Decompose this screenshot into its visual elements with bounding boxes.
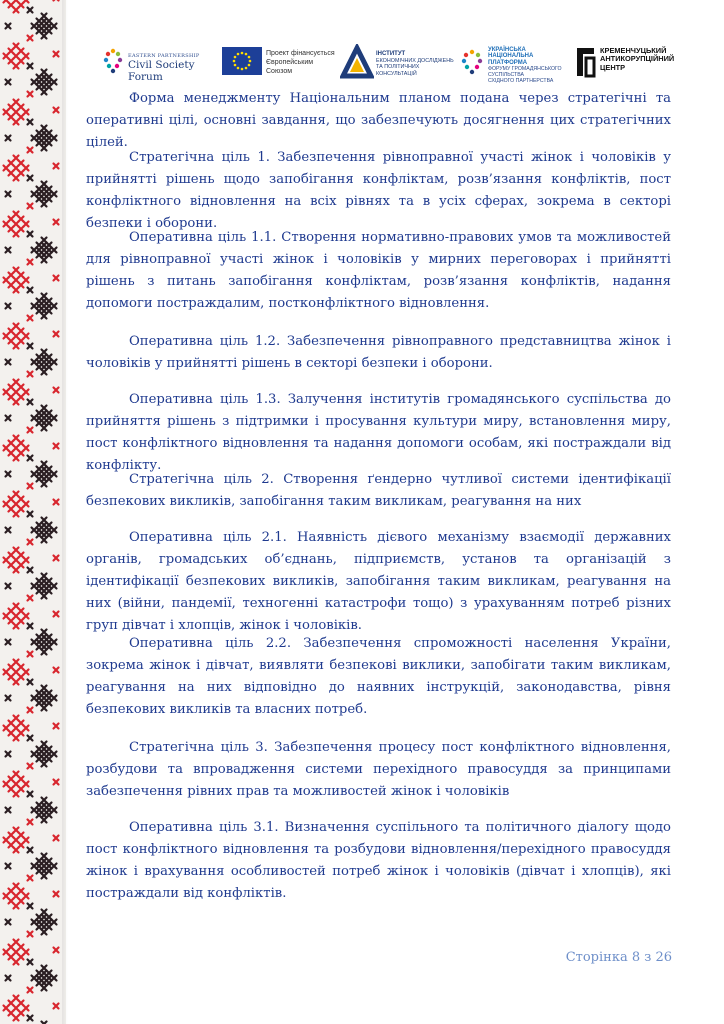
paragraph-operational-goal-1-3: Оперативна ціль 1.3. Залучення інститутів громадянського суспільства до прийняття рішень з підтримки і просування культури миру, встановлення миру, пост конфліктного відновлення та надання допомоги особам, які постраждали від конфлікту.	[86, 392, 671, 473]
anticorruption-center-logo	[574, 44, 675, 80]
institute-triangle-icon	[340, 44, 374, 80]
eu-logo	[222, 44, 335, 80]
center-text-line3: ЦЕНТР	[600, 62, 626, 72]
platform-text-line1: УКРАЇНСЬКА	[488, 47, 526, 53]
paragraph-operational-goal-1-2: Оперативна ціль 1.2. Забезпечення рівноправного представництва жінок і чоловіків у прийнятті рішень в секторі безпеки і оборони.	[86, 334, 671, 371]
paragraph-operational-goal-3-1: Оперативна ціль 3.1. Визначення суспільного та політичного діалогу щодо пост конфліктного відновлення та розбудови відновлення/перехідного правосуддя жінок і врахування особливостей потреб жінок і чоловіків (дівчат і хлопців), які постраждали від конфліктів.	[86, 820, 671, 901]
page-number: Сторінка 8 з 26	[565, 950, 672, 965]
eu-text-line1: Проект фінансується	[266, 50, 335, 57]
embroidery-pattern	[0, 0, 66, 1024]
institute-text-line3: ТА ПОЛІТИЧНИХ КОНСУЛЬТАЦІЙ	[376, 64, 420, 77]
center-text-line1: КРЕМЕНЧУЦЬКИЙ	[600, 46, 667, 55]
eu-flag-icon	[222, 47, 262, 75]
anticorruption-text	[600, 46, 675, 72]
paragraph-strategic-goal-3: Стратегічна ціль 3. Забезпечення процесу пост конфліктного відновлення, розбудови та впровадження системи перехідного правосуддя за принципами забезпечення рівних прав та можливостей жінок і чоловіків	[86, 740, 671, 799]
national-platform-icon	[458, 44, 486, 80]
national-platform-logo	[458, 44, 563, 85]
institute-text-line1: ІНСТИТУТ	[376, 51, 406, 57]
border-shadow	[62, 0, 68, 1024]
paragraph-intro: Форма менеджменту Національним планом подана через стратегічні та оперативні цілі, основні завдання, що забезпечують досягнення цих стратегічних цілей.	[86, 91, 671, 150]
paragraph-operational-goal-2-1: Оперативна ціль 2.1. Наявність дієвого механізму взаємодії державних органів, громадських об’єднань, підприємств, установ та організацій з ідентифікації безпекових викликів, запобігання таким викликам, реагування на них (війни, пандемії, техногенні катастрофи тощо) з урахуванням потреб різних груп дівчат і хлопців, жінок і чоловіків.	[86, 530, 671, 633]
national-platform-text	[488, 47, 566, 85]
eu-text-line2: Європейським Союзом	[266, 59, 314, 75]
embroidery-border	[0, 0, 66, 1024]
platform-text-line3: ФОРУМУ ГРОМАДЯНСЬКОГО СУСПІЛЬСТВА	[488, 65, 562, 79]
civil-society-forum-logo	[100, 44, 212, 83]
eu-funding-text	[266, 49, 336, 76]
paragraph-operational-goal-2-2: Оперативна ціль 2.2. Забезпечення спроможності населення України, зокрема жінок і дівчат, виявляти безпекові виклики, запобігати таким викликам, реагування на них відповідно до наявних інструкцій, законодавства, рівня безпекових викликів та власних потреб.	[86, 636, 671, 717]
anticorruption-center-icon	[574, 44, 598, 80]
center-text-line2: АНТИКОРУПЦІЙНИЙ	[600, 54, 675, 64]
paragraph-strategic-goal-1: Стратегічна ціль 1. Забезпечення рівноправної участі жінок і чоловіків у прийнятті рішень щодо запобігання конфліктам, розв’язання конфліктів, пост конфліктного відновлення на всіх рівнях та в усіх сферах, зокрема в секторі безпеки і оборони.	[86, 150, 671, 231]
platform-text-line4: СХІДНОГО ПАРТНЕРСТВА	[488, 78, 554, 85]
header-logos	[100, 44, 675, 85]
institute-text	[376, 51, 456, 77]
institute-text-line2: ЕКОНОМІЧНИХ ДОСЛІДЖЕНЬ	[376, 57, 454, 64]
civil-society-forum-icon	[100, 44, 126, 80]
platform-text-line2: НАЦІОНАЛЬНА ПЛАТФОРМА	[488, 53, 534, 66]
paragraph-strategic-goal-2: Стратегічна ціль 2. Створення ґендерно чутливої системи ідентифікації безпекових викликів, запобігання таким викликам, реагування на них	[86, 472, 671, 509]
institute-logo	[340, 44, 454, 80]
forum-small-text: EASTERN PARTNERSHIP	[128, 53, 200, 59]
forum-name: Civil Society Forum	[128, 59, 195, 83]
paragraph-operational-goal-1-1: Оперативна ціль 1.1. Створення нормативно-правових умов та можливостей для рівноправної участі жінок і чоловіків у мирних переговорах і прийнятті рішень з питань запобігання конфліктам, розв’язання конфліктів, надання допомоги постраждалим, постконфліктного відновлення.	[86, 230, 671, 311]
